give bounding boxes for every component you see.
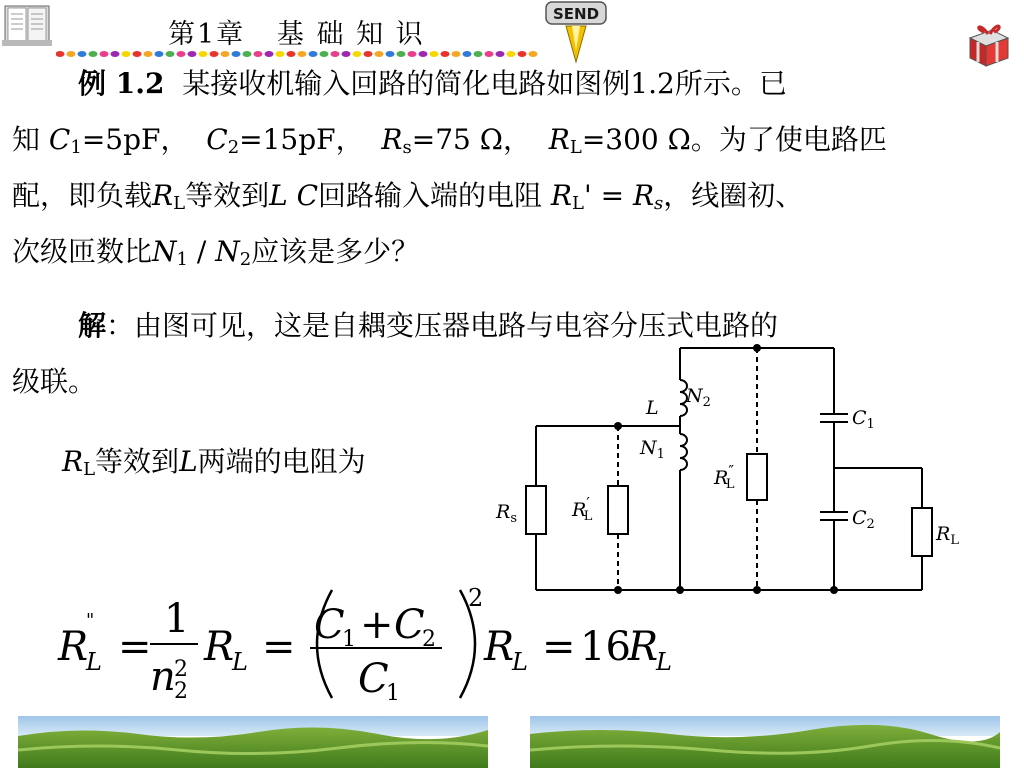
text: 两端的电阻为 (197, 445, 366, 478)
node-dot (830, 586, 838, 594)
val-c1: =5pF， (81, 123, 189, 156)
eq-sign: = (118, 624, 152, 670)
example-line-3 (12, 168, 952, 224)
frac2-num-c2-sub: 2 (422, 627, 436, 652)
sub: s (654, 193, 664, 214)
eq-rl-sub: L (232, 648, 248, 676)
node-dot (753, 586, 761, 594)
val-rl: =300 Ω。为了使电路匹 (581, 123, 887, 156)
text: 等效到 (185, 179, 270, 212)
solution-line-1-text: ：由图可见，这是自耦变压器电路与电容分压式电路的 (106, 309, 779, 342)
eq-rl: R (204, 624, 235, 670)
frac1-den: n (150, 654, 176, 700)
example-problem (12, 56, 952, 280)
gift-icon (962, 18, 1014, 70)
label-rl: $R_L$ (936, 523, 959, 548)
text: ' = (583, 179, 633, 212)
var-rs: R (632, 179, 655, 212)
var-rl-prime: R (550, 179, 573, 212)
val-rs: =75 Ω， (411, 123, 531, 156)
var-rl: R (62, 445, 84, 478)
sub: L (569, 137, 582, 158)
eq-sign-2: = (262, 624, 296, 670)
text: ，线圈初、 (663, 179, 804, 212)
var-c2: C (206, 123, 228, 156)
frac2-num-c2: C (394, 602, 425, 648)
label-n1: $N_1$ (640, 437, 665, 462)
var-rl: R (152, 179, 174, 212)
eq-rl-2-sub: L (512, 648, 528, 676)
send-label: SEND (552, 5, 600, 23)
chapter-title: 第1章 基 础 知 识 (168, 19, 425, 50)
var-l: L (179, 445, 198, 478)
landscape-banner-right (530, 716, 1000, 768)
eq-lhs-sup: " (86, 610, 95, 631)
text: 等效到 (95, 445, 180, 478)
frac1-num: 1 (164, 596, 190, 642)
eq-lhs: R (58, 624, 89, 670)
label-rl-prime: R′ L (572, 494, 593, 524)
sub: 1 (176, 249, 188, 270)
eq-power: 2 (468, 586, 484, 612)
label-l: L (646, 397, 659, 419)
example-line-1-text: 某接收机输入回路的简化电路如图例1.2所示。已 (182, 67, 787, 100)
label-c2: $C_2$ (852, 507, 875, 532)
frac2-den: C (358, 656, 389, 702)
text: 配，即负载 (12, 179, 153, 212)
solution-line-2: 级联。 (12, 365, 97, 398)
label-n2: $N_2$ (686, 385, 711, 410)
label-rs: $R_s$ (496, 501, 517, 526)
label-rl-double-prime: R″ L (714, 462, 735, 492)
frac2-num-c1-sub: 1 (342, 627, 356, 652)
eq-result-num: 16 (580, 624, 631, 670)
frac1-den-sub: 2 (174, 679, 188, 704)
example-line-2 (12, 112, 952, 168)
example-line-1 (12, 56, 952, 112)
eq-result-r: R (628, 624, 659, 670)
label-c1: $C_1$ (852, 407, 875, 432)
eq-result-sub: L (656, 648, 672, 676)
text: / (187, 235, 216, 268)
text: 回路输入端的电阻 (318, 179, 543, 212)
var-rl: R (548, 123, 570, 156)
var-c1: C (48, 123, 71, 156)
sub: L (83, 459, 96, 480)
solution-label: 解 (78, 309, 107, 342)
var-rs: R (381, 123, 403, 156)
example-line-4 (12, 224, 952, 280)
var-lc: L C (269, 179, 318, 212)
sub: 2 (239, 249, 252, 270)
eq-sign-3: = (542, 624, 576, 670)
frac2-num-c1: C (314, 602, 345, 648)
book-icon (2, 2, 54, 48)
sub: 2 (227, 137, 240, 158)
node-dot (614, 422, 622, 430)
sub: L (173, 193, 186, 214)
var-n2: N (215, 235, 240, 268)
landscape-banner-left (18, 716, 488, 768)
eq-rl-2: R (484, 624, 515, 670)
frac2-den-sub: 1 (386, 681, 400, 704)
example-label: 例 1.2 (78, 67, 165, 100)
text: 次级匝数比 (12, 235, 153, 268)
frac2-plus: + (360, 602, 394, 648)
circuit-diagram (480, 338, 980, 604)
rl-equivalent-line (62, 438, 366, 486)
frac1-den-sup: 2 (174, 657, 188, 682)
var-n1: N (152, 235, 177, 268)
text: 应该是多少？ (251, 235, 420, 268)
val-c2: =15pF， (239, 123, 364, 156)
eq-lhs-sub: L (86, 648, 102, 676)
sub: s (402, 137, 412, 158)
node-dot (753, 344, 761, 352)
send-icon[interactable] (542, 0, 610, 64)
sub: 1 (70, 137, 82, 158)
text: 知 (12, 123, 41, 156)
sub: L (572, 193, 584, 214)
equation (40, 586, 740, 704)
